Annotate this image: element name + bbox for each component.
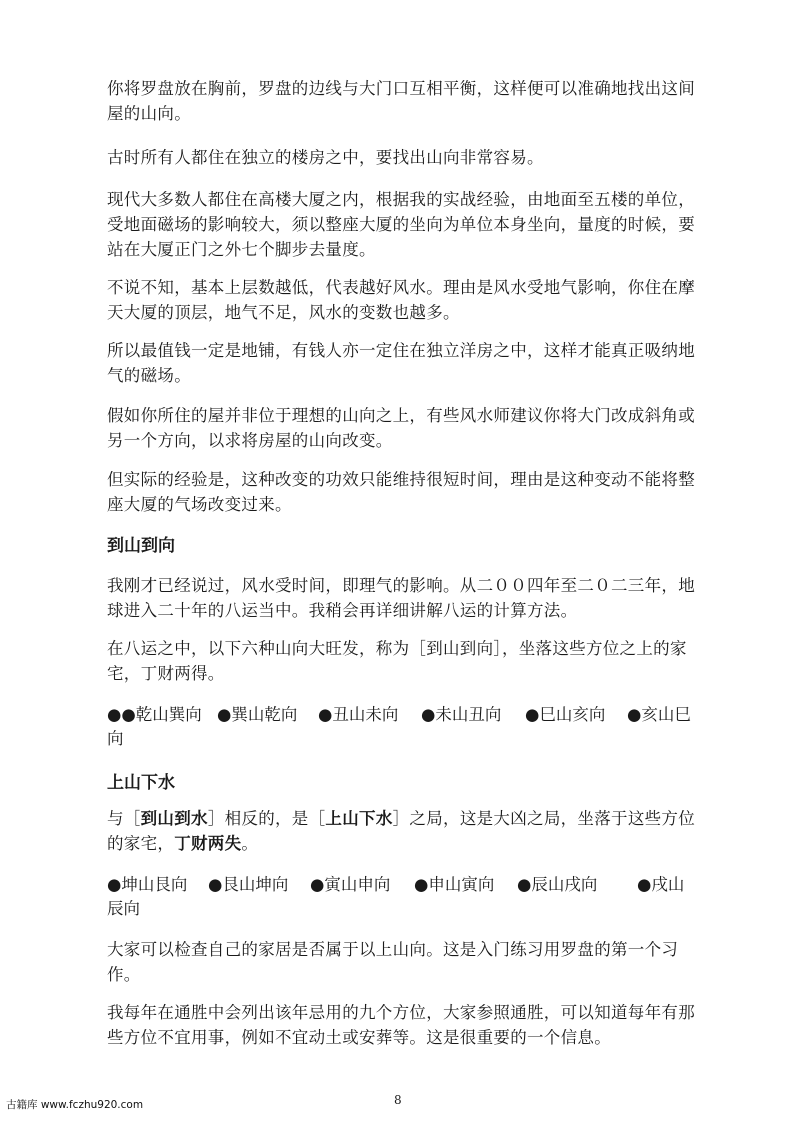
paragraph-9: 在八运之中，以下六种山向大旺发，称为［到山到向］，坐落这些方位之上的家 宅，丁财两得。 — [107, 639, 687, 683]
paragraph-2: 古时所有人都住在独立的楼房之中，要找出山向非常容易。 — [107, 148, 544, 167]
list-item: ●艮山坤向 — [208, 875, 289, 894]
paragraph-6: 假如你所住的屋并非位于理想的山向之上，有些风水师建议你将大门改成斜角或 另一个方向，以求将房屋的山向改变。 — [107, 406, 695, 450]
paragraph-11: 大家可以检查自己的家居是否属于以上山向。这是入门练习用罗盘的第一个习 作。 — [107, 940, 679, 984]
list-item: ●戌山 — [637, 875, 685, 894]
page-number: 8 — [394, 1093, 402, 1107]
list-item: ●寅山申向 — [310, 875, 391, 894]
list-item: ●未山丑向 — [421, 705, 502, 724]
list-item: ●坤山艮向 — [107, 875, 188, 894]
paragraph-7: 但实际的经验是，这种改变的功效只能维持很短时间，理由是这种变动不能将整 座大厦的气场改变过来。 — [107, 470, 695, 514]
list-item: ●●乾山巽向 — [107, 705, 202, 724]
paragraph-10: 与［到山到水］相反的，是［上山下水］之局，这是大凶之局，坐落于这些方位 的家宅，丁财两失。 — [107, 809, 696, 853]
list-item: ●巳山亥向 — [525, 705, 606, 724]
list-item: ●亥山巳 — [627, 705, 691, 724]
list-item: ●申山寅向 — [414, 875, 495, 894]
list-item-wrap: 辰向 — [107, 899, 140, 918]
list-item: ●巽山乾向 — [217, 705, 298, 724]
section-heading-shang-shan-xia-shui: 上山下水 — [107, 773, 175, 793]
list-item: ●丑山未向 — [318, 705, 399, 724]
paragraph-5: 所以最值钱一定是地铺，有钱人亦一定住在独立洋房之中，这样才能真正吸纳地 气的磁场。 — [107, 341, 695, 385]
list-item-wrap: 向 — [107, 729, 124, 748]
list-item: ●辰山戌向 — [517, 875, 598, 894]
paragraph-3: 现代大多数人都住在高楼大厦之内，根据我的实战经验，由地面至五楼的单位， 受地面磁场的影响较大，须以整座大厦的坐向为单位本身坐向，量度的时候，要 站在大厦正门之外七个脚步去量度。 — [107, 190, 695, 259]
paragraph-1: 你将罗盘放在胸前，罗盘的边线与大门口互相平衡，这样便可以准确地找出这间 屋的山向。 — [107, 79, 695, 123]
paragraph-4: 不说不知，基本上层数越低，代表越好风水。理由是风水受地气影响，你住在摩 天大厦的顶层，地气不足，风水的变数也越多。 — [107, 278, 695, 322]
paragraph-8: 我刚才已经说过，风水受时间，即理气的影响。从二００四年至二０二三年，地 球进入二十年的八运当中。我稍会再详细讲解八运的计算方法。 — [107, 576, 695, 620]
footer-site-link[interactable]: 古籍库 www.fczhu920.com — [6, 1099, 144, 1111]
section-heading-dao-shan-dao-xiang: 到山到向 — [107, 536, 175, 556]
paragraph-12: 我每年在通胜中会列出该年忌用的九个方位，大家参照通胜，可以知道每年有那 些方位不宜用事，例如不宜动土或安葬等。这是很重要的一个信息。 — [107, 1003, 695, 1047]
